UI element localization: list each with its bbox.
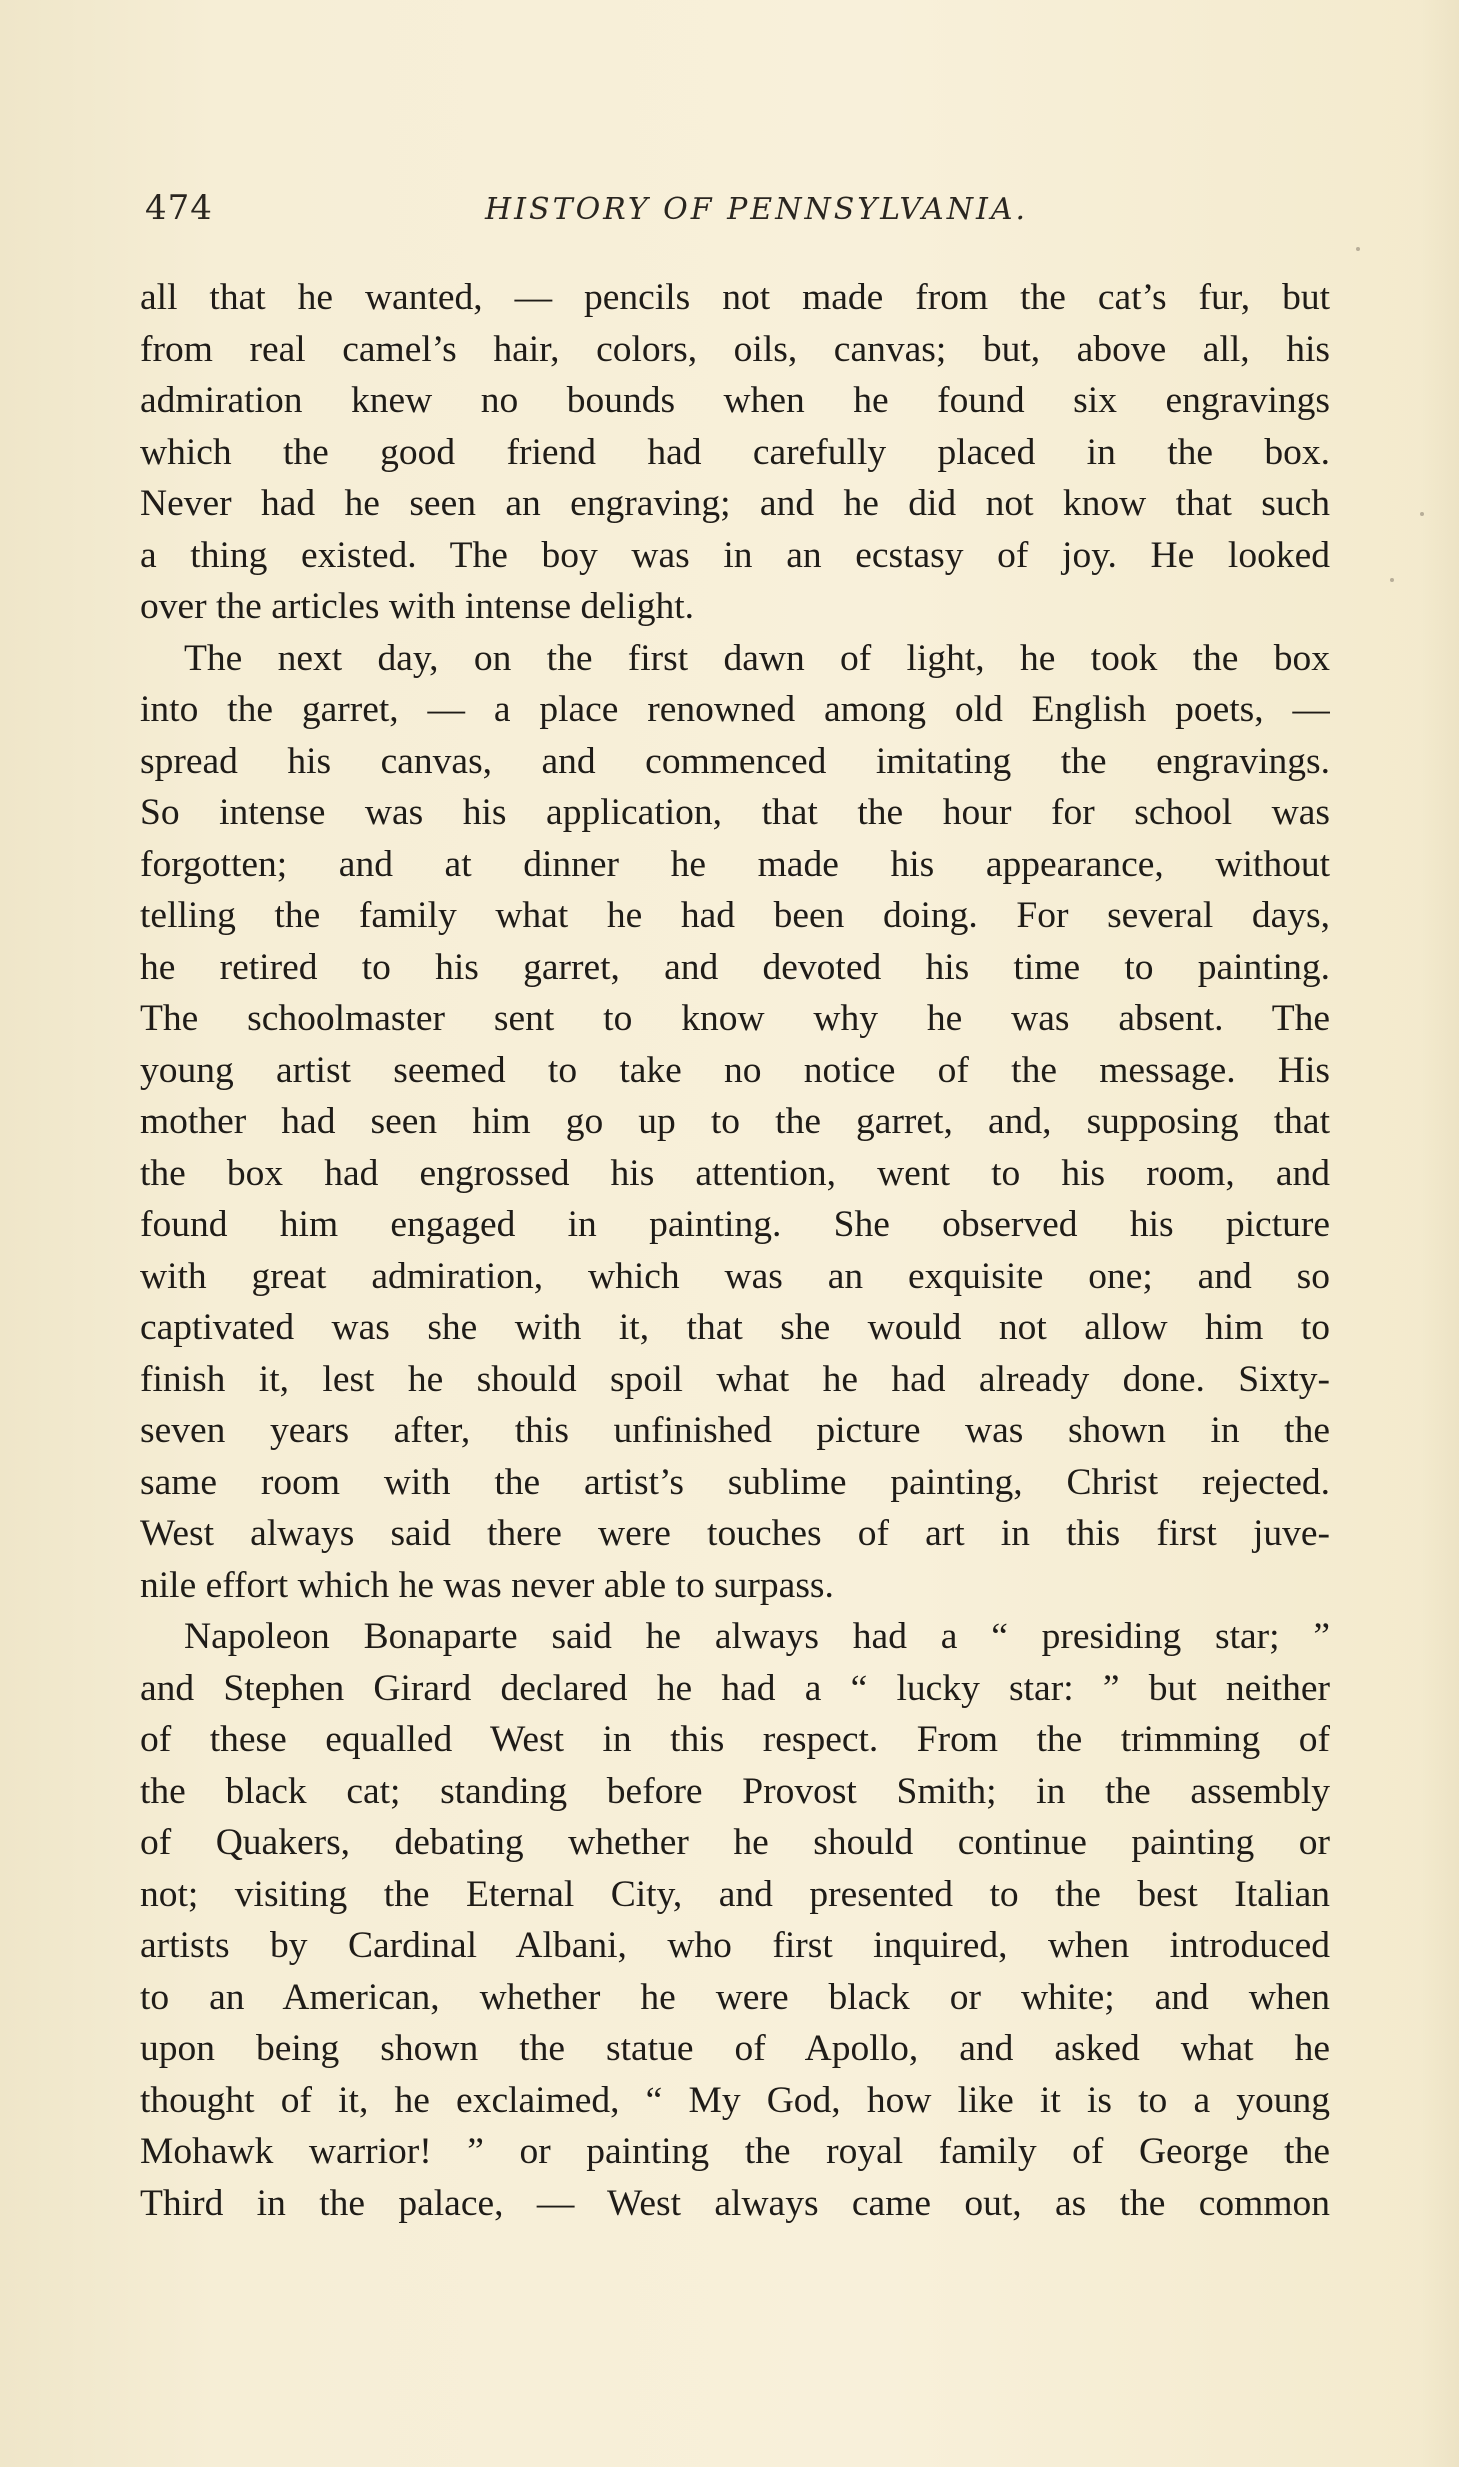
text-line: seven years after, this unfinished picture was shown in the <box>140 1410 1330 1451</box>
text-line: nile effort which he was never able to surpass. <box>140 1564 834 1606</box>
paper-speck <box>1390 578 1394 582</box>
text-line: forgotten; and at dinner he made his appearance, without <box>140 843 1330 885</box>
text-line: telling the family what he had been doing. For several days, <box>140 895 1330 936</box>
text-line: finish it, lest he should spoil what he had already done. Sixty- <box>140 1358 1330 1400</box>
text-line: The schoolmaster sent to know why he was absent. The <box>140 998 1330 1039</box>
text-line: same room with the artist’s sublime painting, Christ rejected. <box>140 1461 1330 1503</box>
text-line: Napoleon Bonaparte said he always had a “ presiding star; ” <box>184 1616 1330 1657</box>
text-line: of these equalled West in this respect. From the trimming of <box>140 1719 1330 1760</box>
text-line: West always said there were touches of art in this first juve- <box>140 1513 1330 1554</box>
paper-speck <box>1420 512 1424 516</box>
text-line: which the good friend had carefully placed in the box. <box>140 431 1330 473</box>
text-line: spread his canvas, and commenced imitating the engravings. <box>140 740 1330 782</box>
text-line: young artist seemed to take no notice of the message. His <box>140 1049 1330 1091</box>
paragraph-3 <box>140 1611 1330 2229</box>
text-line: with great admiration, which was an exquisite one; and so <box>140 1255 1330 1297</box>
text-line: Mohawk warrior! ” or painting the royal family of George the <box>140 2131 1330 2172</box>
running-title: HISTORY OF PENNSYLVANIA. <box>485 192 1029 227</box>
page-number: 474 <box>145 188 213 228</box>
text-line: artists by Cardinal Albani, who first inquired, when introduced <box>140 1925 1330 1966</box>
text-line: from real camel’s hair, colors, oils, canvas; but, above all, his <box>140 328 1330 370</box>
paragraph-2 <box>140 633 1330 1612</box>
text-line: thought of it, he exclaimed, “ My God, how like it is to a young <box>140 2079 1330 2121</box>
text-line: all that he wanted, — pencils not made from the cat’s fur, but <box>140 277 1330 318</box>
text-line: mother had seen him go up to the garret, and, supposing that <box>140 1101 1330 1142</box>
text-line: captivated was she with it, that she would not allow him to <box>140 1307 1330 1348</box>
text-line: not; visiting the Eternal City, and presented to the best Italian <box>140 1873 1330 1915</box>
text-line: upon being shown the statue of Apollo, and asked what he <box>140 2028 1330 2069</box>
paragraph-1 <box>140 272 1330 633</box>
text-line: of Quakers, debating whether he should continue painting or <box>140 1822 1330 1863</box>
text-line: over the articles with intense delight. <box>140 586 695 627</box>
running-header <box>145 188 1330 238</box>
text-line: admiration knew no bounds when he found six engravings <box>140 380 1330 421</box>
text-line: to an American, whether he were black or white; and when <box>140 1976 1330 2018</box>
paper-speck <box>1356 247 1360 251</box>
text-line: he retired to his garret, and devoted his time to painting. <box>140 946 1330 988</box>
text-line: and Stephen Girard declared he had a “ lucky star: ” but neither <box>140 1667 1330 1709</box>
text-line: the black cat; standing before Provost Smith; in the assembly <box>140 1770 1330 1812</box>
body-text <box>140 272 1330 2229</box>
text-line: Never had he seen an engraving; and he did not know that such <box>140 483 1330 524</box>
page-edge-shading <box>1419 0 1459 2467</box>
text-line: The next day, on the first dawn of light, he took the box <box>184 637 1330 679</box>
text-line: found him engaged in painting. She observed his picture <box>140 1204 1330 1245</box>
text-line: the box had engrossed his attention, went to his room, and <box>140 1152 1330 1194</box>
text-line: So intense was his application, that the hour for school was <box>140 792 1330 833</box>
text-line: Third in the palace, — West always came out, as the common <box>140 2182 1330 2224</box>
text-line: into the garret, — a place renowned among old English poets, — <box>140 689 1330 730</box>
text-line: a thing existed. The boy was in an ecstasy of joy. He looked <box>140 534 1330 576</box>
